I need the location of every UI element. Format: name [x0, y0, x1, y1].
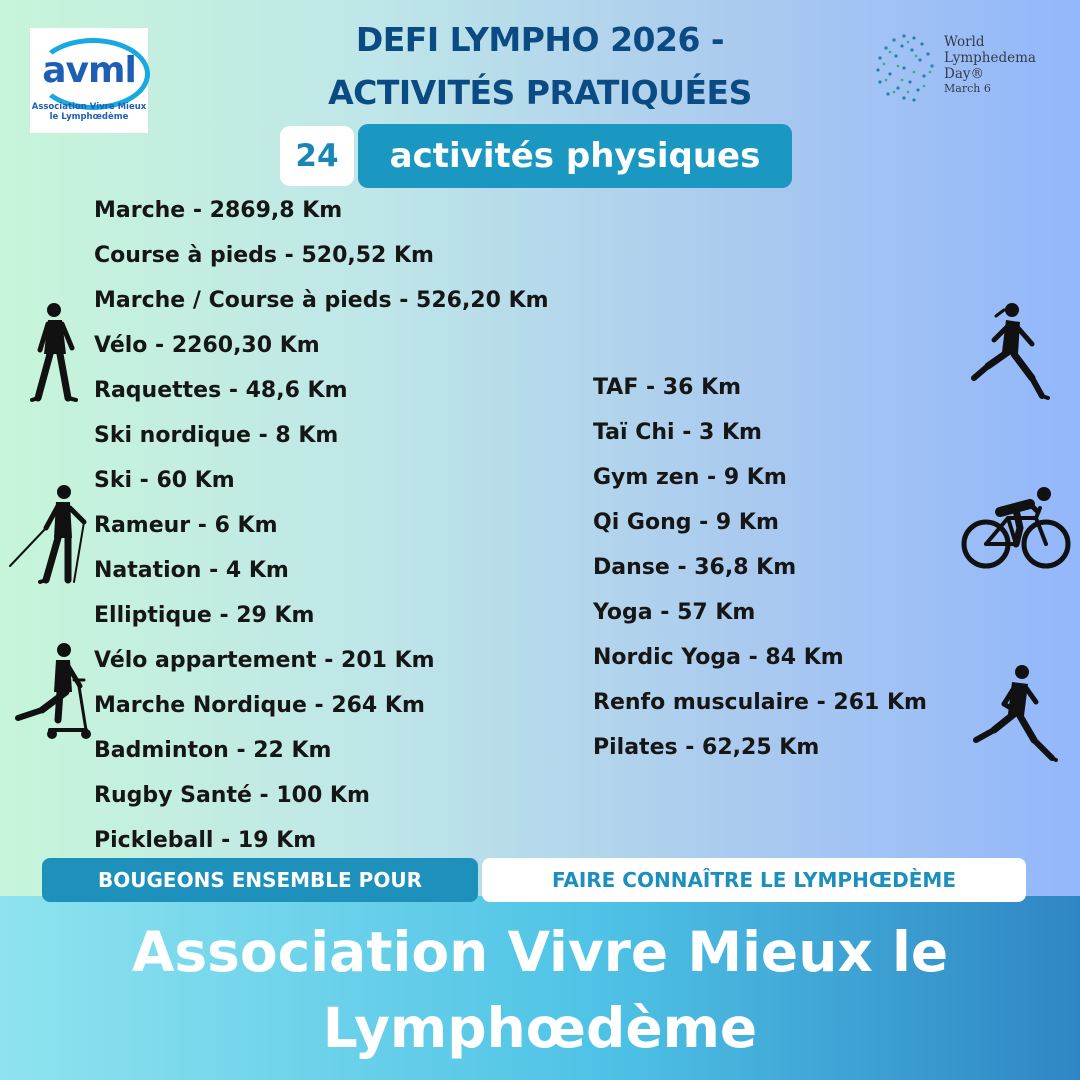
runner-man-icon: [970, 660, 1060, 764]
world-day-date: March 6: [944, 82, 991, 95]
nordic-walker-icon: [8, 482, 94, 586]
footer-line1: Association Vivre Mieux le: [131, 920, 949, 984]
slogan-part2: FAIRE CONNAÎTRE LE LYMPHŒDÈME: [482, 858, 1026, 902]
list-item: Renfo musculaire - 261 Km: [593, 690, 927, 715]
list-item: TAF - 36 Km: [593, 375, 742, 400]
list-item: Vélo - 2260,30 Km: [94, 333, 320, 358]
logo-subtitle-line2: le Lymphœdème: [49, 112, 129, 122]
slogan-part1: BOUGEONS ENSEMBLE POUR: [42, 858, 478, 902]
cyclist-head: [1037, 487, 1051, 501]
list-item: Marche - 2869,8 Km: [94, 198, 343, 223]
world-day-line1: World: [944, 34, 985, 50]
logo-subtitle-line1: Association Vivre Mieux: [31, 102, 147, 112]
list-item: Vélo appartement - 201 Km: [94, 648, 435, 673]
list-item: Raquettes - 48,6 Km: [94, 378, 348, 403]
footer-title: [0, 914, 1080, 1066]
activity-count: 24: [280, 126, 354, 186]
runner-woman-icon: [968, 300, 1052, 404]
cyclist-icon: [960, 482, 1072, 574]
activity-count-label: activités physiques: [358, 124, 792, 188]
list-item: Danse - 36,8 Km: [593, 555, 797, 580]
list-item: Ski - 60 Km: [94, 468, 235, 493]
list-item: Marche / Course à pieds - 526,20 Km: [94, 288, 549, 313]
list-item: Yoga - 57 Km: [593, 600, 756, 625]
list-item: Ski nordique - 8 Km: [94, 423, 339, 448]
list-item: Qi Gong - 9 Km: [593, 510, 779, 535]
title-line2: ACTIVITÉS PRATIQUÉES: [328, 73, 752, 112]
list-item: Pickleball - 19 Km: [94, 828, 317, 853]
logo-text: avml: [42, 50, 136, 91]
world-day-line3: Day®: [944, 66, 984, 82]
list-item: Nordic Yoga - 84 Km: [593, 645, 844, 670]
list-item: Marche Nordique - 264 Km: [94, 693, 425, 718]
list-item: Taï Chi - 3 Km: [593, 420, 762, 445]
world-day-line2: Lymphedema: [944, 50, 1036, 66]
walker-icon: [28, 300, 80, 404]
activities-left-list: [94, 188, 549, 863]
list-item: Course à pieds - 520,52 Km: [94, 243, 434, 268]
list-item: Gym zen - 9 Km: [593, 465, 787, 490]
list-item: Natation - 4 Km: [94, 558, 289, 583]
list-item: Pilates - 62,25 Km: [593, 735, 820, 760]
list-item: Rugby Santé - 100 Km: [94, 783, 370, 808]
title-line1: DEFI LYMPHO 2026 -: [355, 20, 725, 59]
footer-line2: Lymphœdème: [322, 996, 758, 1060]
list-item: Rameur - 6 Km: [94, 513, 278, 538]
list-item: Badminton - 22 Km: [94, 738, 332, 763]
scooter-rider-icon: [12, 640, 96, 742]
list-item: Elliptique - 29 Km: [94, 603, 315, 628]
activities-right-list: [593, 365, 927, 770]
